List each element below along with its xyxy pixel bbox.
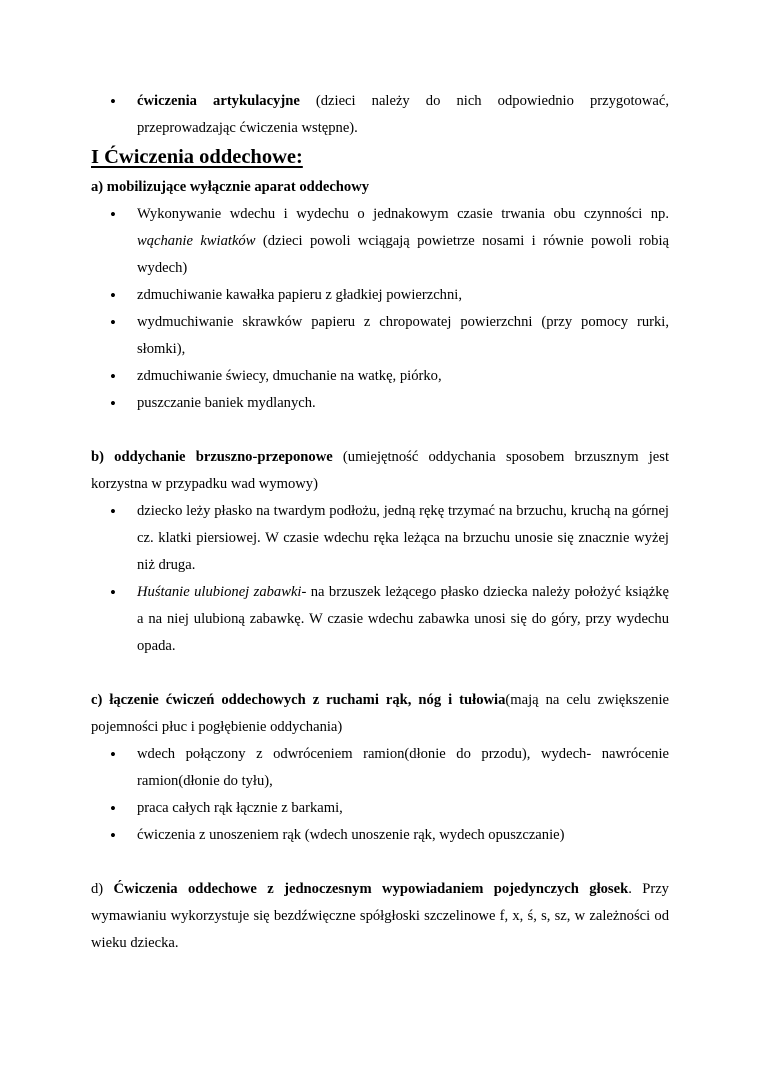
section-c-list <box>91 741 669 849</box>
section-b-label: b) oddychanie brzuszno-przeponowe <box>91 449 333 465</box>
list-item: • puszczanie baniek mydlanych. <box>91 390 669 417</box>
section-d-text: . Przy wymawianiu wykorzystuje się bezdźwięczne spółgłoski szczelinowe f, x, ś, s, sz, w zależności od wieku dziecka. <box>91 881 669 951</box>
intro-bold: ćwiczenia artykulacyjne <box>137 93 300 109</box>
section-b-text: (umiejętność oddychania sposobem brzusznym jest korzystna w przypadku wad wymowy) <box>91 449 669 492</box>
item-text: na brzuszek leżącego płasko dziecka należy położyć książkę a na niej ulubioną zabawkę. W czasie wdechu zabawka unosi się do góry, przy wydechu opada. <box>137 584 669 654</box>
section-b-intro <box>91 444 669 498</box>
section-c-label: c) łączenie ćwiczeń oddechowych z ruchami rąk, nóg i tułowia <box>91 692 506 708</box>
section-d-bold: Ćwiczenia oddechowe z jednoczesnym wypowiadaniem pojedynczych głosek <box>113 881 629 897</box>
section-b-list <box>91 498 669 660</box>
list-item <box>91 201 669 282</box>
intro-list <box>91 88 669 142</box>
list-item <box>91 88 669 142</box>
section-heading: I Ćwiczenia oddechowe: <box>91 146 303 168</box>
list-item: • zdmuchiwanie kawałka papieru z gładkiej powierzchni, <box>91 282 669 309</box>
section-d-paragraph <box>91 876 669 957</box>
section-c-intro <box>91 687 669 741</box>
intro-text: (dzieci należy do nich odpowiednio przygotować, przeprowadzając ćwiczenia wstępne). <box>137 93 669 136</box>
section-a-list <box>91 201 669 417</box>
list-item: • zdmuchiwanie świecy, dmuchanie na watkę, piórko, <box>91 363 669 390</box>
list-item: • ćwiczenia z unoszeniem rąk (wdech unoszenie rąk, wydech opuszczanie) <box>91 822 669 849</box>
list-item: • wdech połączony z odwróceniem ramion(dłonie do przodu), wydech- nawrócenie ramion(dłonie do tyłu), <box>91 741 669 795</box>
item-italic: Huśtanie ulubionej zabawki- <box>137 584 307 600</box>
section-c-text: (mają na celu zwiększenie pojemności płuc i pogłębienie oddychania) <box>91 692 669 735</box>
list-item <box>91 579 669 660</box>
item-text: (dzieci powoli wciągają powietrze nosami i równie powoli robią wydech) <box>137 233 669 276</box>
document-page <box>91 88 669 957</box>
section-a-title: a) mobilizujące wyłącznie aparat oddechowy <box>91 179 370 195</box>
list-item: • wydmuchiwanie skrawków papieru z chropowatej powierzchni (przy pomocy rurki, słomki), <box>91 309 669 363</box>
section-d-prefix: d) <box>91 881 114 897</box>
item-italic: wąchanie kwiatków <box>137 233 256 249</box>
list-item: • dziecko leży płasko na twardym podłożu, jedną rękę trzymać na brzuchu, kruchą na górnej cz. klatki piersiowej. W czasie wdechu ręka leżąca na brzuchu unosie się znacznie wyżej niż druga. <box>91 498 669 579</box>
list-item: • praca całych rąk łącznie z barkami, <box>91 795 669 822</box>
item-text: Wykonywanie wdechu i wydechu o jednakowym czasie trwania obu czynności np. <box>137 206 669 222</box>
